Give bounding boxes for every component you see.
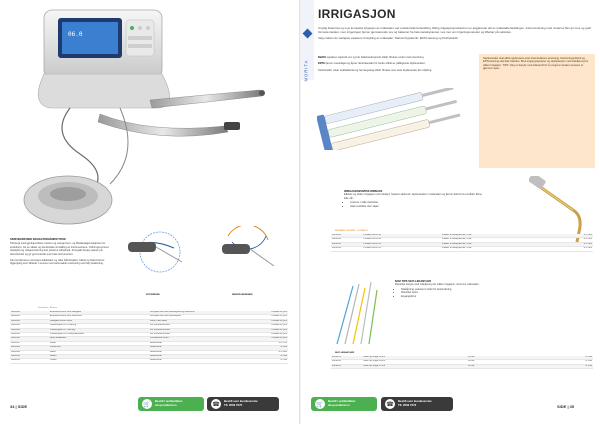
reciprocating-label: RESIPROKERENDE	[232, 294, 253, 296]
table-cell: 4009152	[331, 360, 362, 364]
table-cell: NaviTips 30ga 27mm	[362, 364, 467, 368]
table-cell: Vinkelstykke 16:1 resiprokerende	[49, 333, 149, 337]
table-cell: Reservedel	[149, 350, 249, 354]
table-cell: Kontakt for pris	[249, 333, 288, 337]
motor-description-block	[10, 238, 112, 266]
table-cell: Vinkelstykke 16:1 rotering	[49, 324, 149, 328]
table-cell: 3881001	[10, 315, 49, 319]
table-cell: Passer til ultralydenhet, 4 stk	[441, 238, 556, 242]
table-row	[331, 247, 593, 251]
phone-order-button-left[interactable]: ☎ Bestill over kundeservice Tlf. 2063 7270	[207, 397, 279, 411]
table-cell: For endodontimotor	[149, 324, 249, 328]
left-page	[0, 0, 299, 424]
table-cell: 3881000	[10, 311, 49, 315]
table-cell: 4005164	[331, 247, 362, 251]
table-cell: Passer til ultralydenhet, 4 stk	[441, 247, 556, 251]
table-row	[10, 359, 288, 363]
table-row	[331, 364, 593, 368]
navitips-bullets: • Sideåpning reduserer risiko for ekstrudering • Fleksibel spiss • Engangsbruk	[395, 288, 525, 298]
rotary-motion-illustration	[126, 226, 196, 292]
table-cell: NaviTips 29ga 21mm	[362, 356, 467, 360]
table-cell: IrriSafe 25mm 20	[362, 238, 441, 242]
table-cell: IrriSafe 25mm 25	[362, 247, 441, 251]
table-cell: For endodontimotor	[149, 333, 249, 337]
table-cell: Lader	[49, 350, 149, 354]
webshop-button-right[interactable]: 🛒 Bestill i nettbutikken shop.unident.no	[311, 397, 377, 411]
morita-logo: MORITA	[303, 59, 309, 82]
cart-icon: 🛒	[142, 399, 152, 409]
webshop-button-left[interactable]: 🛒 Bestill i nettbutikken shop.unident.no	[138, 397, 204, 411]
table-cell: Vinkelstykke 6:1 rotering	[49, 328, 149, 332]
table-cell: Passer til ultralydenhet, 4 stk	[441, 242, 556, 246]
kanyler-table	[331, 356, 593, 369]
navitips-needles-image	[331, 276, 391, 346]
table-cell: Kabel	[49, 341, 149, 345]
table-cell: kr 1 323	[556, 247, 593, 251]
table-cell: IrriSafe 21mm 25	[362, 242, 441, 246]
table-cell: kr 1 323	[556, 238, 593, 242]
table-cell: 4009153	[331, 364, 362, 368]
intro-text: Unyttig tilnærmet og mye kompleks irrigasjon av rotkanalen ved endodontisk behandling. Riktig irrigasjonsprotokoll er en avgjørende del av rotkanalbehandlingen. Instrumentering med moderne filer gir rene og godt formede kanaler, men irrigeringen fjerner gjenværende vev og bakterier fra hele kanalsystemet. Les mer om irrigeringsmetoder og tilbehør på nettsiden. Velg mellom de vanligste væskene til skylling av rotkanaler: Natriumhypokloritt, EDTA-løsning og Klorheksidin.	[318, 26, 591, 40]
table-cell: 3881004	[10, 328, 49, 332]
table-cell: kr 1 323	[556, 242, 593, 246]
table-cell: Batteri	[49, 355, 149, 359]
irrisafe-section: IRRIGASJONSSPISS IRRISAFE Effektiv og sikker irrigasjon med ultralyd. Spissen aktiverer skyllevæsken i rotkanalen og fjerner debris fra områder filene ikke når. • Leveres i ulike størrelser • Glatt overflate uten skjær	[344, 190, 484, 208]
table-cell: kr 1 155	[249, 341, 288, 345]
table-cell: Kontakt for pris	[249, 319, 288, 323]
phone-icon: ☎	[211, 399, 221, 409]
table-cell: 20 stk	[467, 360, 556, 364]
morita-logo-strip	[301, 0, 314, 80]
table-cell: kr 995	[249, 346, 288, 350]
table-cell: Kontakt for pris	[249, 337, 288, 341]
left-page-number: 34 | SIDE	[10, 404, 28, 409]
svg-text:06.0: 06.0	[68, 31, 83, 38]
table-cell: Reservedel	[149, 359, 249, 363]
phone-order-button-right[interactable]: ☎ Bestill over kundeservice Tlf. 2063 7270	[381, 397, 453, 411]
endo-motor-unit-image	[10, 4, 270, 234]
table-cell: Reservedel	[149, 341, 249, 345]
table-cell: kr 990	[556, 356, 593, 360]
navitips-section: NAVI TIPS SKYLLEKANYLER Fleksibel kanyle med sideåpning for sikker irrigasjon i krumme rotkanaler. • Sideåpning reduserer risiko for ekstrudering • Fleksibel spiss • Engangsbruk	[395, 280, 525, 298]
table-cell: Holder	[49, 359, 149, 363]
irrisafe-table	[331, 234, 593, 252]
table-cell: NaviTips 29ga 25mm	[362, 360, 467, 364]
motor-body: Tiltrængt med gjenkjennbare motorer og mange frem- og tilbakeslagsmuligheter for endodonti. Gir en sikker og komfortabel innstilling av instrumentene. Vridningsmoment, hastighet og rotasjonsretning kan justeres individuelt. Kompakt design passer på skrivebordet og gir god oversikt over hele instrumentet.	[10, 242, 110, 256]
table-cell: Motor med kabel	[149, 319, 249, 323]
table-cell: 3881009	[10, 350, 49, 354]
phone-icon: ☎	[385, 399, 395, 409]
table-cell: Kontakt for pris	[249, 324, 288, 328]
table-cell: 4005162	[331, 238, 362, 242]
table-cell: Komplett sett med håndstykke	[149, 315, 249, 319]
table-cell: Komplett sett med håndstykke og fotkontroll	[149, 311, 249, 315]
table-cell: Frittstående enhet	[149, 337, 249, 341]
table-cell: Kontakt for pris	[249, 328, 288, 332]
table-cell: For endodontimotor	[149, 328, 249, 332]
table-cell: IrriSafe 21mm 20	[362, 234, 441, 238]
table-cell: Endodontimotor med navigator	[49, 311, 149, 315]
table-cell: 3881003	[10, 324, 49, 328]
table-cell: kr 1 280	[249, 350, 288, 354]
table-cell: Reservedel	[149, 355, 249, 359]
irrigation-syringes-image	[317, 88, 467, 150]
motors-table-title: Endodonti - Motorer	[38, 307, 58, 309]
table-cell: 3881011	[10, 359, 49, 363]
reciprocating-motion-illustration	[212, 226, 288, 292]
irrisafe-table-title: IRRISAFE SPISSER - ULTRALYD	[335, 230, 369, 232]
right-page	[301, 0, 600, 424]
table-cell: 4005163	[331, 242, 362, 246]
table-cell: 4005161	[331, 234, 362, 238]
table-cell: Fotkontroll	[49, 346, 149, 350]
motor-body-2: Kan kombineres med Apex-lokalisator og ulike håndstykker. Kabel og fotkontroll er tilgjengelig som tilbehør. Leveres med automatisk reversering ved høy belastning.	[10, 259, 105, 266]
table-cell: 3881005	[10, 333, 49, 337]
irrigation-note-box: Skyllevæsker skal alltid oppbevares etter leverandørens anvisning. Natriumhypokloritt og EDTA-løsning skal ikke blandes. Bruk engangssprøyter og skyllekanyler med sideåpning for sikker irrigasjon. TIPS: Velg en kanyle med sideventil for å unngå at væsken presses ut gjennom apex.	[479, 54, 595, 168]
table-cell: 20 stk	[467, 364, 556, 368]
motor-title: SKRIVBORD MED NAVIGATORHÅNDSTYKKE	[10, 238, 66, 241]
table-cell: 3881007	[10, 341, 49, 345]
right-page-number: SIDE | 35	[557, 404, 575, 409]
table-cell: kr 445	[249, 359, 288, 363]
page-title: IRRIGASJON	[318, 7, 396, 21]
table-cell: Endodontimotor uten fotkontroll	[49, 315, 149, 319]
table-cell: kr 690	[249, 355, 288, 359]
table-cell: Kontakt for pris	[249, 315, 288, 319]
table-cell: 3881010	[10, 355, 49, 359]
table-cell: Navigator Endo Motor	[49, 319, 149, 323]
cart-icon: 🛒	[315, 399, 325, 409]
irrisafe-bullets: • Leveres i ulike størrelser • Glatt overflate uten skjær	[344, 201, 484, 208]
table-cell: 20 stk	[467, 356, 556, 360]
table-cell: 3881002	[10, 319, 49, 323]
kanyler-table-title: SKYLLEKANYLER	[335, 352, 355, 354]
table-cell: Reservedel	[149, 346, 249, 350]
table-cell: kr 1 323	[556, 234, 593, 238]
fluids-column: NaOCl oppløser organisk vev og har bakteriedrepende effekt. Brukes under instrumentering. EDTA fjerner smearlaget og åpner dentinkanaler for bedre effekt av påfølgende skyllevæsker. Klorheksidin virker antibakterielt og har langvarig effekt. Brukes som siste skyllevæske før rotfylling.	[318, 56, 432, 72]
table-cell: Apex-lokalisator	[49, 337, 149, 341]
table-cell: 4009151	[331, 356, 362, 360]
table-cell: Kontakt for pris	[249, 311, 288, 315]
table-cell: Passer til ultralydenhet, 4 stk	[441, 234, 556, 238]
table-cell: kr 990	[556, 360, 593, 364]
motors-table	[10, 311, 288, 364]
table-cell: 3881006	[10, 337, 49, 341]
table-cell: kr 990	[556, 364, 593, 368]
rotary-label: ROTERENDE	[146, 294, 160, 296]
table-cell: 3881008	[10, 346, 49, 350]
